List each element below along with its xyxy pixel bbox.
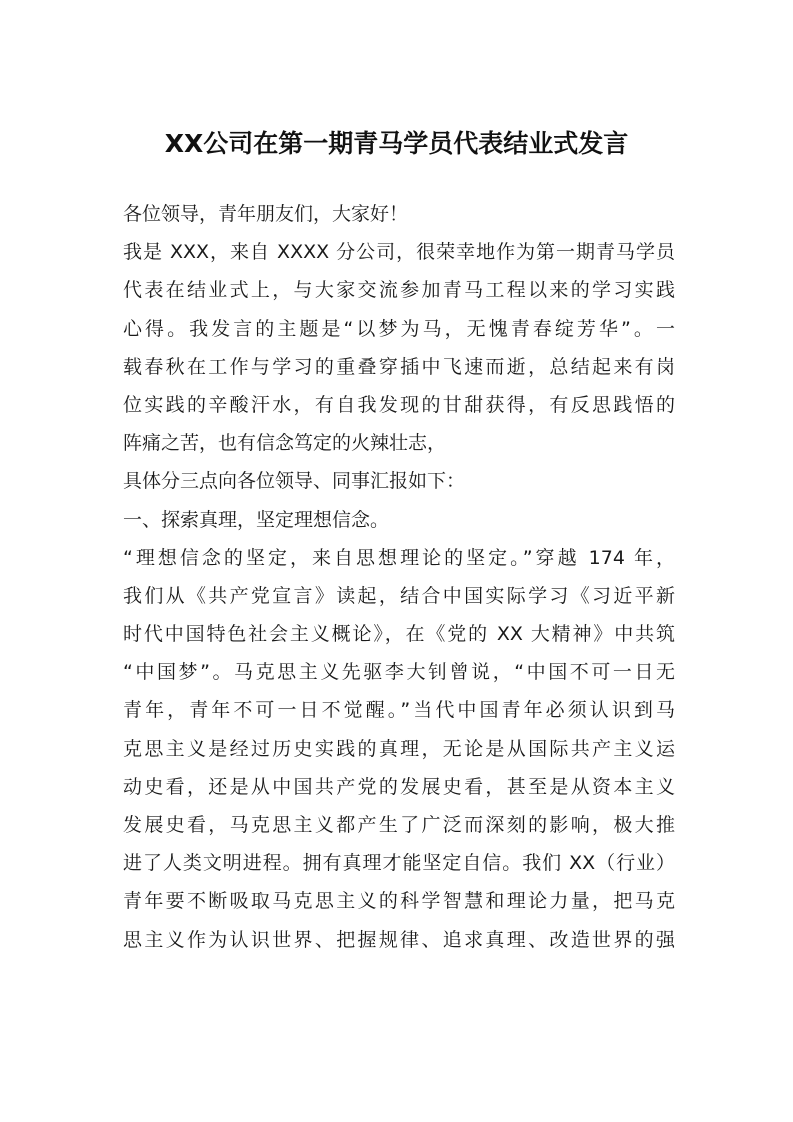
paragraph-line: “理想信念的坚定，来自思想理论的坚定。”穿越 174 年， — [123, 546, 675, 569]
paragraph-line: 位实践的辛酸汗水，有自我发现的甘甜获得，有反思践悟的 — [123, 393, 675, 416]
paragraph-line: 克思主义是经过历史实践的真理，无论是从国际共产主义运 — [123, 737, 675, 760]
paragraph-line: 阵痛之苦，也有信念笃定的火辣壮志， — [123, 432, 447, 455]
paragraph-line: 我们从《共产党宣言》读起，结合中国实际学习《习近平新 — [123, 584, 675, 607]
paragraph-line: 代表在结业式上，与大家交流参加青马工程以来的学习实践 — [123, 279, 675, 302]
paragraph-line: 进了人类文明进程。拥有真理才能坚定自信。我们 XX（行业） — [123, 852, 675, 875]
paragraph-line: 青年，青年不可一日不觉醒。”当代中国青年必须认识到马 — [123, 699, 675, 722]
paragraph-line: 一、探索真理，坚定理想信念。 — [123, 508, 390, 531]
paragraph-line: “中国梦”。马克思主义先驱李大钊曾说，“中国不可一日无 — [123, 661, 675, 684]
paragraph-line: 时代中国特色社会主义概论》，在《党的 XX 大精神》中共筑 — [123, 623, 675, 646]
paragraph-line: 具体分三点向各位领导、同事汇报如下： — [123, 470, 466, 493]
paragraph-line: 动史看，还是从中国共产党的发展史看，甚至是从资本主义 — [123, 775, 675, 798]
paragraph-line: 思主义作为认识世界、把握规律、追求真理、改造世界的强 — [123, 928, 675, 951]
paragraph-line: 发展史看，马克思主义都产生了广泛而深刻的影响，极大推 — [123, 814, 675, 836]
paragraph-line: 各位领导，青年朋友们，大家好！ — [123, 203, 409, 225]
paragraph-line: 我是 XXX，来自 XXXX 分公司，很荣幸地作为第一期青马学员 — [123, 241, 675, 264]
paragraph-line: 心得。我发言的主题是“以梦为马，无愧青春绽芳华”。一 — [123, 317, 675, 340]
page-title: XX公司在第一期青马学员代表结业式发言 — [164, 129, 629, 158]
paragraph-line: 青年要不断吸取马克思主义的科学智慧和理论力量，把马克 — [123, 890, 675, 913]
document-body — [123, 195, 675, 959]
paragraph-line: 载春秋在工作与学习的重叠穿插中飞速而逝，总结起来有岗 — [123, 355, 675, 378]
